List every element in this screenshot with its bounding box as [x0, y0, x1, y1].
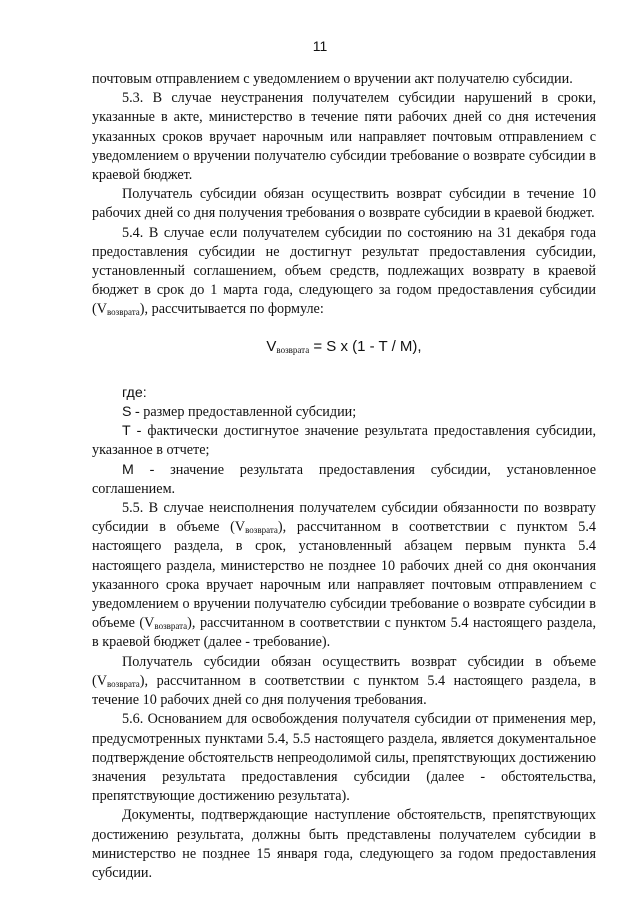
definition-m: [92, 461, 596, 499]
paragraph-5-5-part-c: ), рассчитанном в соответствии с пунктом 5.4 настоящего раздела, в краевой бюджет (далее - требование).: [92, 615, 596, 651]
formula-expression: = S x (1 - T / M),: [309, 337, 422, 355]
formula-variable: V: [266, 337, 277, 355]
paragraph-5-5-part-a: 5.5. В случае неисполнения получателем субсидии обязанности по возврату субсидии в объеме (V: [92, 500, 596, 536]
paragraph-5-5-part-b: ), рассчитанном в соответствии с пунктом 5.4 настоящего раздела, в срок, установленный абзацем первым пункта 5.4 настоящего раздела, министерство не позднее 10 рабочих дней со дня окончания указанного срока вручает нарочным или направляет почтовым отправлением с уведомлением о вручении получателю субсидии требование о возврате субсидии в объеме (V: [92, 519, 596, 632]
paragraph-return-volume-part-b: ), рассчитанном в соответствии с пунктом 5.4 настоящего раздела, в течение 10 рабочих дней со дня получения требования.: [92, 672, 596, 709]
paragraph-5-4: [92, 224, 596, 320]
paragraph-5-5-subscript-2: возврата: [154, 621, 188, 632]
definition-s: [92, 403, 596, 422]
paragraph-5-5-subscript-1: возврата: [245, 525, 278, 536]
paragraph-5-5: [92, 499, 596, 653]
paragraph-5-6: 5.6. Основанием для освобождения получателя субсидии от применения мер, предусмотренных пунктами 5.4, 5.5 настоящего раздела, является документальное подтверждение обстоятельств непреодолимой силы, препятствующих достижению значения результата предоставления субсидии (далее - обстоятельства, препятствующие достижению результата).: [92, 711, 596, 805]
paragraph-5-4-subscript: возврата: [106, 307, 140, 318]
document-body: [92, 70, 596, 883]
paragraph-continuation: почтовым отправлением с уведомлением о вручении акт получателю субсидии.: [92, 71, 573, 87]
definition-m-letter: M: [122, 461, 134, 478]
where-label: где:: [122, 384, 147, 401]
definition-t: [92, 422, 596, 460]
paragraph-return-obligation: Получатель субсидии обязан осуществить возврат субсидии в течение 10 рабочих дней со дня получения требования о возврате субсидии в краевой бюджет.: [92, 186, 596, 222]
definition-m-text: - значение результата предоставления субсидии, установленное соглашением.: [92, 461, 596, 497]
formula-subscript: возврата: [276, 344, 310, 355]
paragraph-5-4-end: ), рассчитывается по формуле:: [139, 301, 324, 318]
paragraph-return-volume-subscript: возврата: [106, 678, 140, 689]
page-number: 11: [312, 38, 328, 54]
definition-s-text: - размер предоставленной субсидии;: [131, 404, 357, 421]
paragraph-documents: Документы, подтверждающие наступление обстоятельств, препятствующих достижению результата, должны быть представлены получателем субсидии в министерство не позднее 15 января года, следующего за годом предоставления субсидии.: [92, 807, 596, 881]
definition-t-letter: T: [122, 423, 131, 440]
paragraph-return-volume-part-a: Получатель субсидии обязан осуществить возврат субсидии в объеме (V: [92, 653, 596, 689]
definition-s-letter: S: [122, 404, 132, 421]
formula: [92, 337, 596, 356]
paragraph-5-3: 5.3. В случае неустранения получателем субсидии нарушений в сроки, указанные в акте, министерство в течение пяти рабочих дней со дня истечения указанных сроков вручает нарочным или направляет почтовым отправлением с уведомлением о вручении получателю субсидии требование о возврате субсидии в краевой бюджет.: [92, 90, 596, 184]
definition-t-text: - фактически достигнутое значение результата предоставления субсидии, указанное в отчете;: [92, 423, 596, 459]
paragraph-5-4-text: 5.4. В случае если получателем субсидии по состоянию на 31 декабря года предоставления субсидии не достигнут результат предоставления субсидии, установленный соглашением, объем средств, подлежащих возврату в краевой бюджет в срок до 1 марта года, следующего за годом предоставления субсидии (V: [92, 224, 596, 318]
paragraph-return-volume: [92, 653, 596, 711]
